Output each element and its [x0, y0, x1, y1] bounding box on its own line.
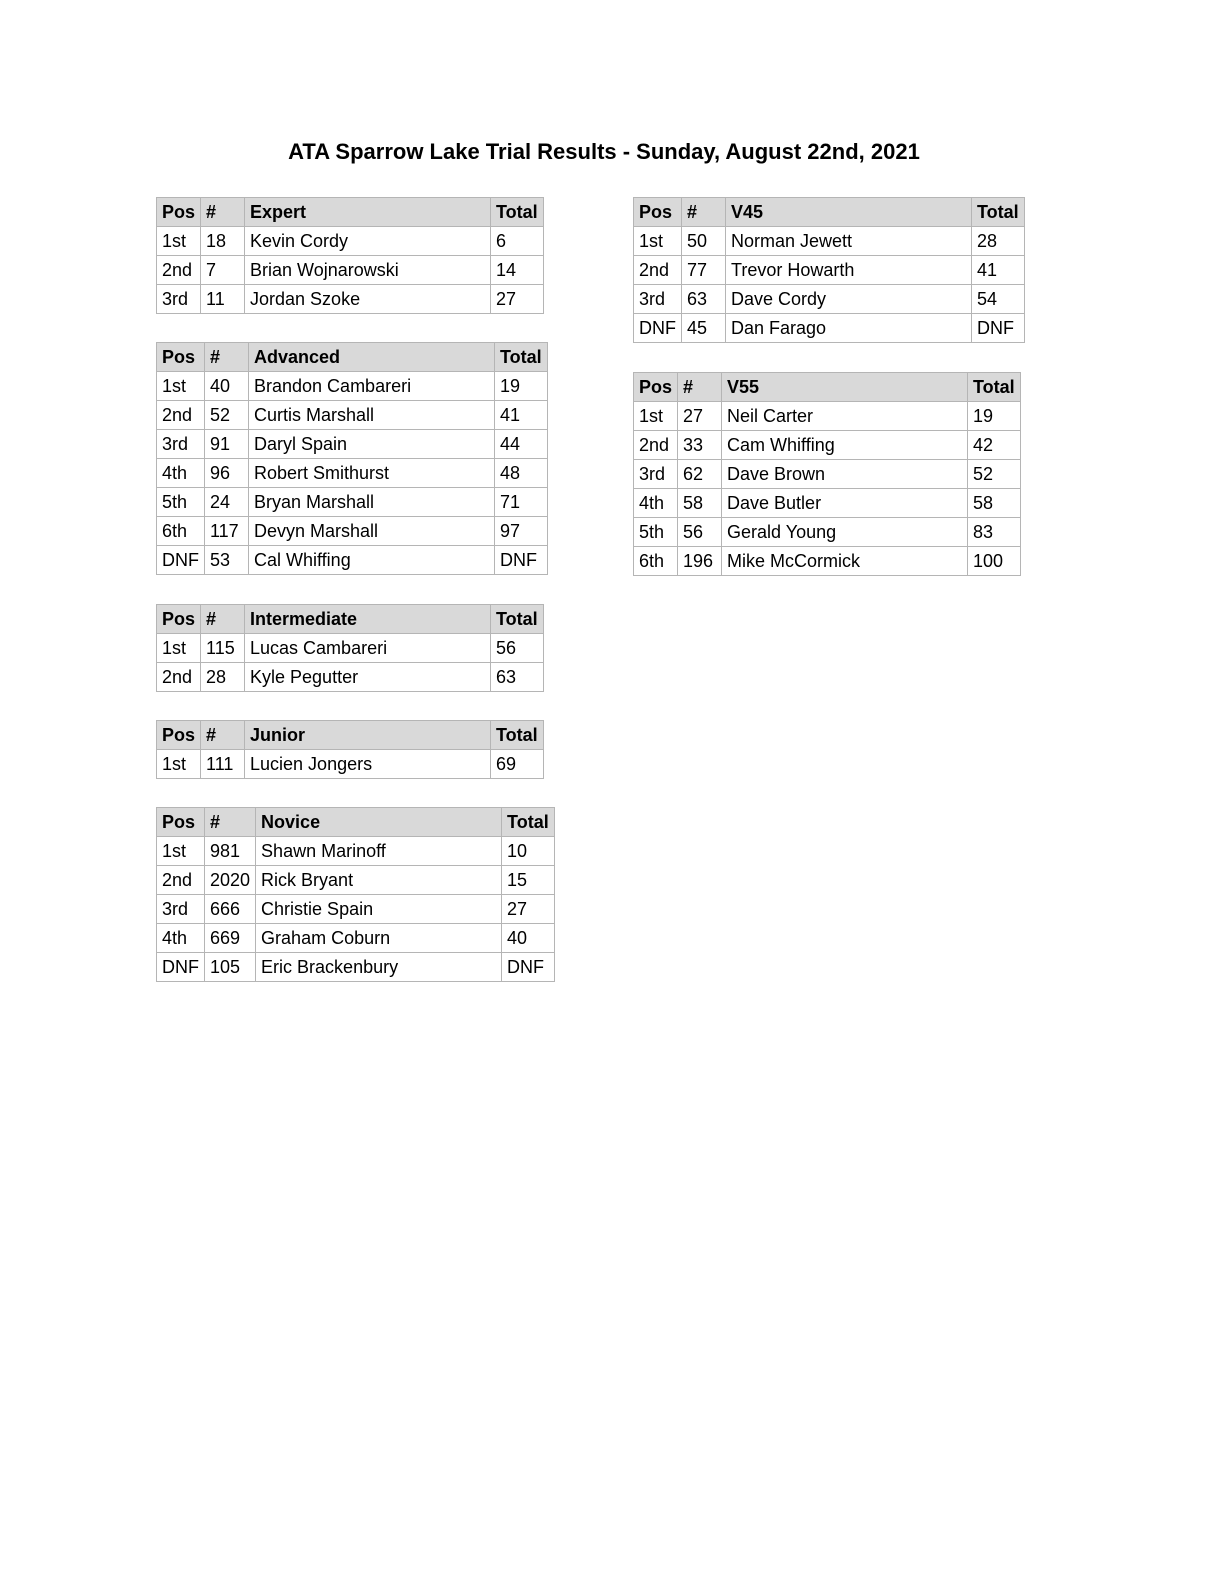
- pos-header: Pos: [157, 808, 205, 837]
- table-row: [157, 953, 555, 982]
- position-cell: 1st: [634, 227, 682, 256]
- category-header: Junior: [245, 721, 491, 750]
- position-cell: 3rd: [157, 430, 205, 459]
- rider-number-cell: 33: [678, 431, 722, 460]
- total-header: Total: [968, 373, 1021, 402]
- position-cell: 3rd: [157, 895, 205, 924]
- table-row: [157, 634, 544, 663]
- pos-header: Pos: [157, 343, 205, 372]
- pos-header: Pos: [157, 605, 201, 634]
- table-row: [157, 372, 548, 401]
- rider-name-cell: Jordan Szoke: [245, 285, 491, 314]
- rider-name-cell: Dan Farago: [726, 314, 972, 343]
- total-header: Total: [495, 343, 548, 372]
- table-row: [634, 285, 1025, 314]
- rider-number-cell: 24: [205, 488, 249, 517]
- rider-number-cell: 91: [205, 430, 249, 459]
- rider-number-cell: 27: [678, 402, 722, 431]
- expert-results-table: [156, 197, 544, 314]
- rider-number-cell: 2020: [205, 866, 256, 895]
- pos-header: Pos: [157, 198, 201, 227]
- position-cell: 6th: [157, 517, 205, 546]
- total-cell: 97: [495, 517, 548, 546]
- position-cell: 1st: [157, 750, 201, 779]
- total-cell: 56: [491, 634, 544, 663]
- total-cell: 48: [495, 459, 548, 488]
- total-cell: 63: [491, 663, 544, 692]
- position-cell: 4th: [157, 459, 205, 488]
- table-header-row: [157, 808, 555, 837]
- novice-results-table: [156, 807, 555, 982]
- position-cell: 1st: [157, 227, 201, 256]
- position-cell: 2nd: [157, 866, 205, 895]
- position-cell: 1st: [157, 634, 201, 663]
- position-cell: 3rd: [634, 285, 682, 314]
- rider-name-cell: Cam Whiffing: [722, 431, 968, 460]
- total-header: Total: [491, 605, 544, 634]
- rider-name-cell: Lucien Jongers: [245, 750, 491, 779]
- rider-name-cell: Robert Smithurst: [249, 459, 495, 488]
- total-cell: 14: [491, 256, 544, 285]
- position-cell: 6th: [634, 547, 678, 576]
- total-cell: 58: [968, 489, 1021, 518]
- position-cell: 2nd: [634, 431, 678, 460]
- rider-name-cell: Dave Cordy: [726, 285, 972, 314]
- category-header: Expert: [245, 198, 491, 227]
- table-header-row: [157, 721, 544, 750]
- total-cell: 27: [491, 285, 544, 314]
- intermediate-results-table: [156, 604, 544, 692]
- rider-name-cell: Christie Spain: [256, 895, 502, 924]
- pos-header: Pos: [157, 721, 201, 750]
- total-header: Total: [502, 808, 555, 837]
- number-header: #: [205, 343, 249, 372]
- table-row: [157, 517, 548, 546]
- rider-number-cell: 63: [682, 285, 726, 314]
- table-row: [634, 547, 1021, 576]
- table-row: [634, 518, 1021, 547]
- table-header-row: [157, 343, 548, 372]
- rider-number-cell: 981: [205, 837, 256, 866]
- rider-name-cell: Neil Carter: [722, 402, 968, 431]
- position-cell: 4th: [157, 924, 205, 953]
- table-row: [157, 430, 548, 459]
- rider-name-cell: Curtis Marshall: [249, 401, 495, 430]
- rider-number-cell: 28: [201, 663, 245, 692]
- category-header: Novice: [256, 808, 502, 837]
- number-header: #: [205, 808, 256, 837]
- rider-name-cell: Trevor Howarth: [726, 256, 972, 285]
- rider-number-cell: 196: [678, 547, 722, 576]
- position-cell: 4th: [634, 489, 678, 518]
- position-cell: 3rd: [634, 460, 678, 489]
- position-cell: 2nd: [157, 401, 205, 430]
- table-row: [157, 546, 548, 575]
- total-cell: 10: [502, 837, 555, 866]
- total-cell: 40: [502, 924, 555, 953]
- position-cell: 5th: [634, 518, 678, 547]
- rider-name-cell: Norman Jewett: [726, 227, 972, 256]
- table-row: [157, 227, 544, 256]
- total-cell: 83: [968, 518, 1021, 547]
- rider-name-cell: Lucas Cambareri: [245, 634, 491, 663]
- pos-header: Pos: [634, 373, 678, 402]
- table-row: [157, 866, 555, 895]
- table-row: [634, 431, 1021, 460]
- total-cell: DNF: [972, 314, 1025, 343]
- table-row: [157, 459, 548, 488]
- table-header-row: [634, 198, 1025, 227]
- total-cell: 69: [491, 750, 544, 779]
- rider-number-cell: 77: [682, 256, 726, 285]
- table-row: [634, 489, 1021, 518]
- table-row: [157, 488, 548, 517]
- total-cell: 54: [972, 285, 1025, 314]
- rider-name-cell: Kevin Cordy: [245, 227, 491, 256]
- rider-number-cell: 62: [678, 460, 722, 489]
- rider-number-cell: 666: [205, 895, 256, 924]
- rider-number-cell: 105: [205, 953, 256, 982]
- rider-number-cell: 115: [201, 634, 245, 663]
- position-cell: 1st: [157, 837, 205, 866]
- rider-number-cell: 96: [205, 459, 249, 488]
- total-cell: 19: [968, 402, 1021, 431]
- rider-number-cell: 18: [201, 227, 245, 256]
- table-row: [157, 750, 544, 779]
- total-cell: 28: [972, 227, 1025, 256]
- total-cell: 27: [502, 895, 555, 924]
- table-row: [157, 285, 544, 314]
- number-header: #: [201, 721, 245, 750]
- table-row: [634, 256, 1025, 285]
- rider-name-cell: Dave Brown: [722, 460, 968, 489]
- rider-name-cell: Devyn Marshall: [249, 517, 495, 546]
- position-cell: 2nd: [157, 663, 201, 692]
- rider-name-cell: Eric Brackenbury: [256, 953, 502, 982]
- rider-number-cell: 40: [205, 372, 249, 401]
- position-cell: 5th: [157, 488, 205, 517]
- rider-name-cell: Bryan Marshall: [249, 488, 495, 517]
- rider-name-cell: Cal Whiffing: [249, 546, 495, 575]
- total-cell: 41: [495, 401, 548, 430]
- rider-name-cell: Gerald Young: [722, 518, 968, 547]
- rider-number-cell: 7: [201, 256, 245, 285]
- table-row: [634, 227, 1025, 256]
- rider-number-cell: 45: [682, 314, 726, 343]
- number-header: #: [201, 605, 245, 634]
- number-header: #: [678, 373, 722, 402]
- total-cell: 42: [968, 431, 1021, 460]
- position-cell: 1st: [634, 402, 678, 431]
- rider-name-cell: Rick Bryant: [256, 866, 502, 895]
- position-cell: 1st: [157, 372, 205, 401]
- table-row: [157, 256, 544, 285]
- category-header: Intermediate: [245, 605, 491, 634]
- total-cell: DNF: [495, 546, 548, 575]
- total-cell: 6: [491, 227, 544, 256]
- position-cell: DNF: [157, 953, 205, 982]
- category-header: V55: [722, 373, 968, 402]
- rider-number-cell: 111: [201, 750, 245, 779]
- rider-number-cell: 117: [205, 517, 249, 546]
- advanced-results-table: [156, 342, 548, 575]
- rider-name-cell: Dave Butler: [722, 489, 968, 518]
- total-cell: 44: [495, 430, 548, 459]
- rider-name-cell: Daryl Spain: [249, 430, 495, 459]
- total-cell: DNF: [502, 953, 555, 982]
- total-header: Total: [972, 198, 1025, 227]
- total-header: Total: [491, 198, 544, 227]
- rider-number-cell: 11: [201, 285, 245, 314]
- rider-number-cell: 53: [205, 546, 249, 575]
- category-header: Advanced: [249, 343, 495, 372]
- rider-number-cell: 52: [205, 401, 249, 430]
- rider-name-cell: Kyle Pegutter: [245, 663, 491, 692]
- category-header: V45: [726, 198, 972, 227]
- position-cell: 2nd: [157, 256, 201, 285]
- rider-number-cell: 669: [205, 924, 256, 953]
- position-cell: DNF: [157, 546, 205, 575]
- position-cell: DNF: [634, 314, 682, 343]
- page-title: ATA Sparrow Lake Trial Results - Sunday, August 22nd, 2021: [288, 139, 920, 164]
- table-row: [157, 837, 555, 866]
- number-header: #: [201, 198, 245, 227]
- table-row: [157, 401, 548, 430]
- table-row: [634, 314, 1025, 343]
- number-header: #: [682, 198, 726, 227]
- total-cell: 71: [495, 488, 548, 517]
- total-cell: 19: [495, 372, 548, 401]
- rider-number-cell: 58: [678, 489, 722, 518]
- table-header-row: [157, 198, 544, 227]
- table-row: [157, 663, 544, 692]
- rider-name-cell: Brandon Cambareri: [249, 372, 495, 401]
- table-header-row: [157, 605, 544, 634]
- rider-name-cell: Graham Coburn: [256, 924, 502, 953]
- rider-name-cell: Shawn Marinoff: [256, 837, 502, 866]
- total-cell: 52: [968, 460, 1021, 489]
- table-header-row: [634, 373, 1021, 402]
- table-row: [634, 402, 1021, 431]
- v45-results-table: [633, 197, 1025, 343]
- total-cell: 15: [502, 866, 555, 895]
- table-row: [634, 460, 1021, 489]
- total-cell: 100: [968, 547, 1021, 576]
- table-row: [157, 895, 555, 924]
- position-cell: 2nd: [634, 256, 682, 285]
- rider-name-cell: Mike McCormick: [722, 547, 968, 576]
- table-row: [157, 924, 555, 953]
- position-cell: 3rd: [157, 285, 201, 314]
- rider-number-cell: 50: [682, 227, 726, 256]
- v55-results-table: [633, 372, 1021, 576]
- total-cell: 41: [972, 256, 1025, 285]
- rider-number-cell: 56: [678, 518, 722, 547]
- junior-results-table: [156, 720, 544, 779]
- pos-header: Pos: [634, 198, 682, 227]
- total-header: Total: [491, 721, 544, 750]
- rider-name-cell: Brian Wojnarowski: [245, 256, 491, 285]
